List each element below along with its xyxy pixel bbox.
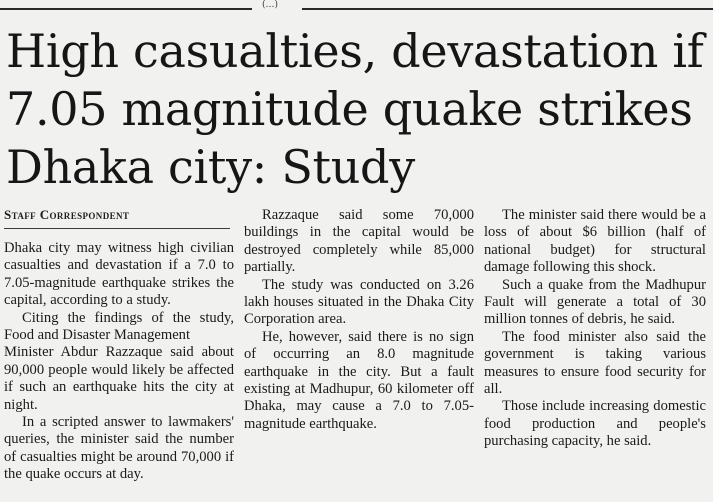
article-column-3: [484, 207, 706, 499]
paragraph-11: Those include increasing domestic food production and people's purchasing capacity, he said.: [484, 398, 706, 450]
paragraph-7: He, however, said there is no sign of occurring an 8.0 magnitude earthquake in the city. But a fault existing at Madhupur, 60 kilometer off Dhaka, may cause a 7.0 to 7.05-magnitude earthquake.: [244, 328, 474, 432]
paragraph-4: In a scripted answer to lawmakers' queries, the minister said the number of casualties might be around 70,000 if the quake occurs at day.: [4, 414, 234, 483]
paragraph-6: The study was conducted on 3.26 lakh houses situated in the Dhaka City Corporation area.: [244, 276, 474, 328]
paragraph-9: Such a quake from the Madhupur Fault will generate a total of 30 million tonnes of debris, he said.: [484, 276, 706, 328]
headline: High casualties, devastation if 7.05 magnitude quake strikes Dhaka city: Study: [6, 24, 704, 194]
paragraph-1: Dhaka city may witness high civilian casualties and devastation if a 7.0 to 7.05-magnitude earthquake strikes the capital, according to a study.: [4, 240, 234, 309]
paragraph-2: Citing the findings of the study, Food and Disaster Management: [4, 309, 234, 344]
top-rule: [0, 8, 713, 10]
paragraph-10: The food minister also said the government is taking various measures to ensure food security for all.: [484, 328, 706, 398]
masthead-mark: (…): [262, 0, 279, 10]
article-column-2: [244, 207, 474, 499]
byline-rule: [4, 228, 230, 229]
byline: Staff Correspondent: [4, 207, 130, 222]
paragraph-3: Minister Abdur Razzaque said about 90,000 people would likely be affected if such an earthquake hits the city at night.: [4, 344, 234, 413]
paragraph-5: Razzaque said some 70,000 buildings in the capital would be destroyed completely while 85,000 partially.: [244, 207, 474, 276]
article-column-1: [4, 206, 234, 498]
paragraph-8: The minister said there would be a loss of about $6 billion (half of national budget) for structural damage following this shock.: [484, 207, 706, 276]
